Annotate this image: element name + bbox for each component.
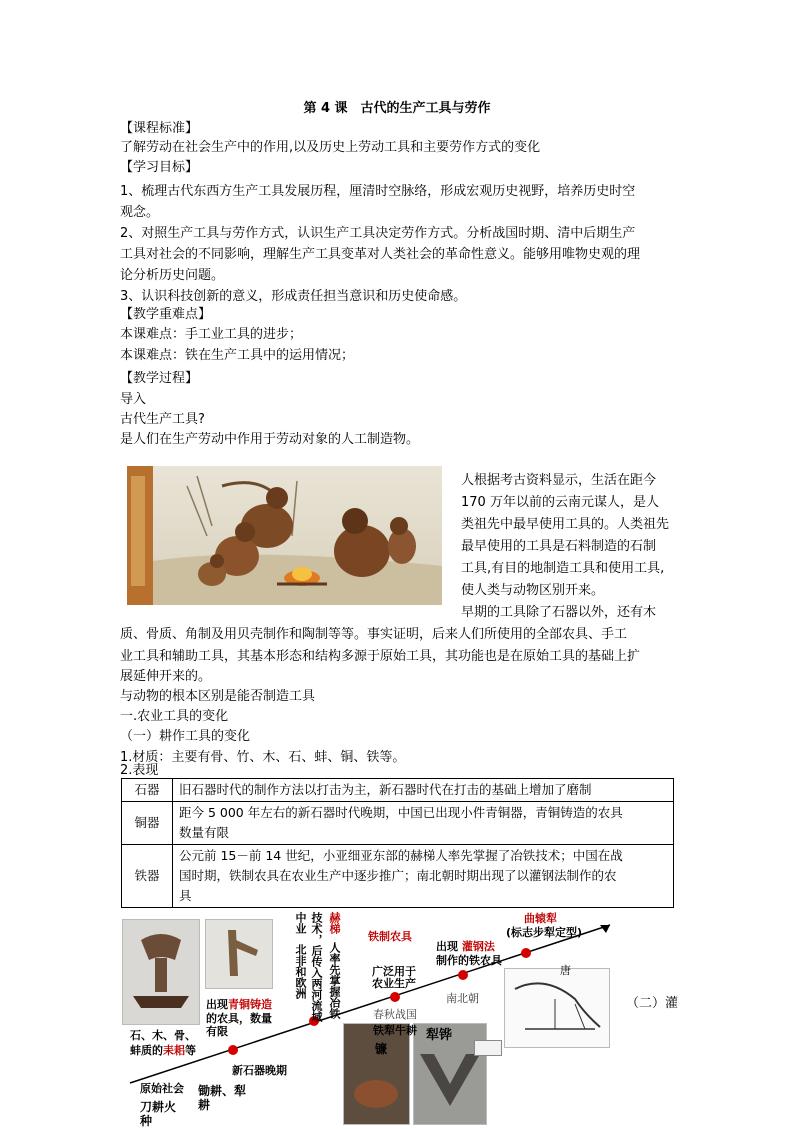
side-text-line: 人根据考古资料显示，生活在距今 — [461, 473, 657, 488]
heading-course-standard: 【课程标准】 — [120, 121, 199, 136]
body-text-line: 与动物的根本区别是能否制造工具 — [120, 689, 316, 704]
performance-label: 2.表现 — [120, 763, 159, 778]
stone-tools-text: 蚌质的 — [130, 1044, 163, 1057]
table-cell-key: 铁器 — [122, 845, 173, 908]
ploughshare-label: 犁铧 — [426, 1028, 453, 1043]
hoe-plough-label-2: 耕 — [198, 1098, 211, 1112]
north-africa-europe-label: 北非和欧洲 — [294, 944, 307, 999]
steel-tools-label: 制作的铁农具 — [436, 954, 502, 967]
irrigation-heading: （二）灌 — [626, 996, 679, 1011]
table-cell-line: 距今 5 000 年左右的新石器时代晚期，中国已出现小件青铜器，青铜铸造的农具 — [179, 805, 623, 820]
goal-2a: 2、对照生产工具与劳作方式，认识生产工具决定劳作方式。分析战国时期、清中后期生产 — [120, 226, 636, 241]
plough-tip-icon — [474, 1040, 502, 1056]
limited-label: 有限 — [206, 1025, 228, 1038]
spring-autumn-label: 春秋战国 — [373, 1008, 417, 1021]
table-cell-line: 公元前 15－前 14 世纪，小亚细亚东部的赫梯人率先掌握了冶铁技术；中国在战 — [179, 848, 623, 863]
difficulty-1: 本课难点：手工业工具的进步； — [120, 327, 303, 342]
heading-process: 【教学过程】 — [120, 371, 199, 386]
heading-learning-goals: 【学习目标】 — [120, 160, 199, 175]
side-text-line: 工具,有目的地制造工具和使用工具, — [461, 561, 665, 576]
goal-1a: 1、梳理古代东西方生产工具发展历程，厘清时空脉络，形成宏观历史视野，培养历史时空 — [120, 184, 636, 199]
body-text-line: 质、骨质、角制及用贝壳制作和陶制等等。事实证明，后来人们所使用的全部农具、手工 — [120, 627, 628, 642]
hittites-label: 赫梯 — [328, 912, 341, 934]
table-cell-line: 具 — [179, 888, 192, 903]
course-standard-text: 了解劳动在社会生产中的作用,以及历史上劳动工具和主要劳作方式的变化 — [120, 140, 541, 155]
heading-key-points: 【教学重难点】 — [120, 307, 212, 322]
primitive-people-illustration — [127, 466, 442, 605]
hoe-plough-label: 锄耕、犁 — [198, 1084, 247, 1098]
stone-tools-label: 石、木、骨、 — [130, 1029, 196, 1042]
timeline-point — [228, 1045, 238, 1055]
goal-2c: 论分析历史问题。 — [120, 268, 225, 283]
table-cell-key: 石器 — [122, 779, 173, 802]
table-cell-value — [173, 845, 674, 908]
steel-prefix: 出现 — [436, 940, 458, 953]
body-text-line: 展延伸开来的。 — [120, 669, 212, 684]
stone-tools-suffix: 等 — [185, 1044, 196, 1057]
side-text-line: 类祖先中最早使用工具的。人类祖先 — [461, 517, 670, 532]
table-cell-key: 铜器 — [122, 802, 173, 845]
table-row — [122, 779, 674, 802]
side-text-line: 早期的工具除了石器以外，还有木 — [461, 605, 657, 620]
intro-label: 导入 — [120, 392, 147, 407]
bronze-prefix: 出现 — [206, 998, 228, 1011]
table-cell-value — [173, 802, 674, 845]
table-cell-line: 国时期，铁制农具在农业生产中逐步推广；南北朝时期出现了以灌钢法制作的农 — [179, 868, 617, 883]
timeline-arrow-head — [600, 925, 610, 933]
goal-3: 3、认识科技创新的意义，形成责任担当意识和历史使命感。 — [120, 289, 467, 304]
goal-1b: 观念。 — [120, 205, 160, 220]
question-text: 古代生产工具? — [120, 412, 205, 427]
side-text-line: 170 万年以前的云南元谋人，是人 — [461, 495, 659, 510]
bronze-tools-label: 的农具，数量 — [206, 1012, 272, 1025]
sickle-photo — [343, 1023, 410, 1125]
stone-tools-label-2 — [130, 1042, 196, 1058]
curved-plough-label: 曲辕犁 — [524, 912, 557, 925]
primitive-society-label: 原始社会 — [140, 1082, 184, 1095]
table-cell-value: 旧石器时代的制作方法以打击为主，新石器时代在打击的基础上增加了磨制 — [173, 779, 674, 802]
answer-text: 是人们在生产劳动中作用于劳动对象的人工制造物。 — [120, 432, 420, 447]
side-text-line: 最早使用的工具是石料制造的石制 — [461, 539, 657, 554]
slash-burn-label: 刀耕火 — [140, 1100, 177, 1114]
timeline-point — [521, 948, 531, 958]
widely-used-label: 广泛用于 — [372, 965, 416, 978]
technology-spread-label: 技术，后传入两河流域 — [310, 912, 323, 1022]
wooden-tool-photo — [205, 919, 273, 989]
iron-tools-label: 铁制农具 — [368, 930, 412, 943]
difficulty-2: 本课难点：铁在生产工具中的运用情况； — [120, 348, 355, 363]
curved-plough-sketch — [504, 968, 610, 1048]
iron-plough-ox-label: 铁犁牛耕 — [373, 1024, 417, 1037]
tang-label: 唐 — [560, 964, 571, 977]
side-text-line: 使人类与动物区别开来。 — [461, 583, 605, 598]
southern-northern-label: 南北朝 — [446, 992, 479, 1005]
page-title: 第 4 课 古代的生产工具与劳作 — [303, 101, 491, 116]
goal-2b: 工具对社会的不同影响，理解生产工具变革对人类社会的革命性意义。能够用唯物史观的理 — [120, 247, 641, 262]
materials-text: 1.材质：主要有骨、竹、木、石、蚌、铜、铁等。 — [120, 750, 406, 765]
tools-table — [121, 778, 674, 908]
bone-tool-photo — [122, 919, 200, 1025]
body-text-line: 业工具和辅助工具，其基本形态和结构多源于原始工具，其功能也是在原始工具的基础上扩 — [120, 649, 641, 664]
leisi-label: 耒耜 — [163, 1044, 185, 1057]
sickle-label: 镰 — [375, 1042, 388, 1056]
middle-east-label: 中业 — [294, 912, 307, 934]
table-cell-line: 数量有限 — [179, 825, 230, 840]
section-heading: 一.农业工具的变化 — [120, 709, 229, 724]
bronze-casting-label: 青铜铸造 — [228, 998, 272, 1011]
agriculture-label: 农业生产 — [372, 977, 416, 990]
iron-smelting-label: 人率先掌握冶铁 — [328, 942, 341, 1019]
timeline-point — [458, 970, 468, 980]
table-row — [122, 845, 674, 908]
slash-burn-label-2: 种 — [140, 1114, 153, 1128]
late-neolithic-label: 新石器晚期 — [232, 1064, 287, 1077]
timeline-point — [390, 992, 400, 1002]
subsection-heading: （一）耕作工具的变化 — [120, 729, 251, 744]
guangang-label: 灌钢法 — [461, 940, 495, 953]
plough-standard-label: (标志步犁定型) — [506, 926, 583, 939]
table-row — [122, 802, 674, 845]
